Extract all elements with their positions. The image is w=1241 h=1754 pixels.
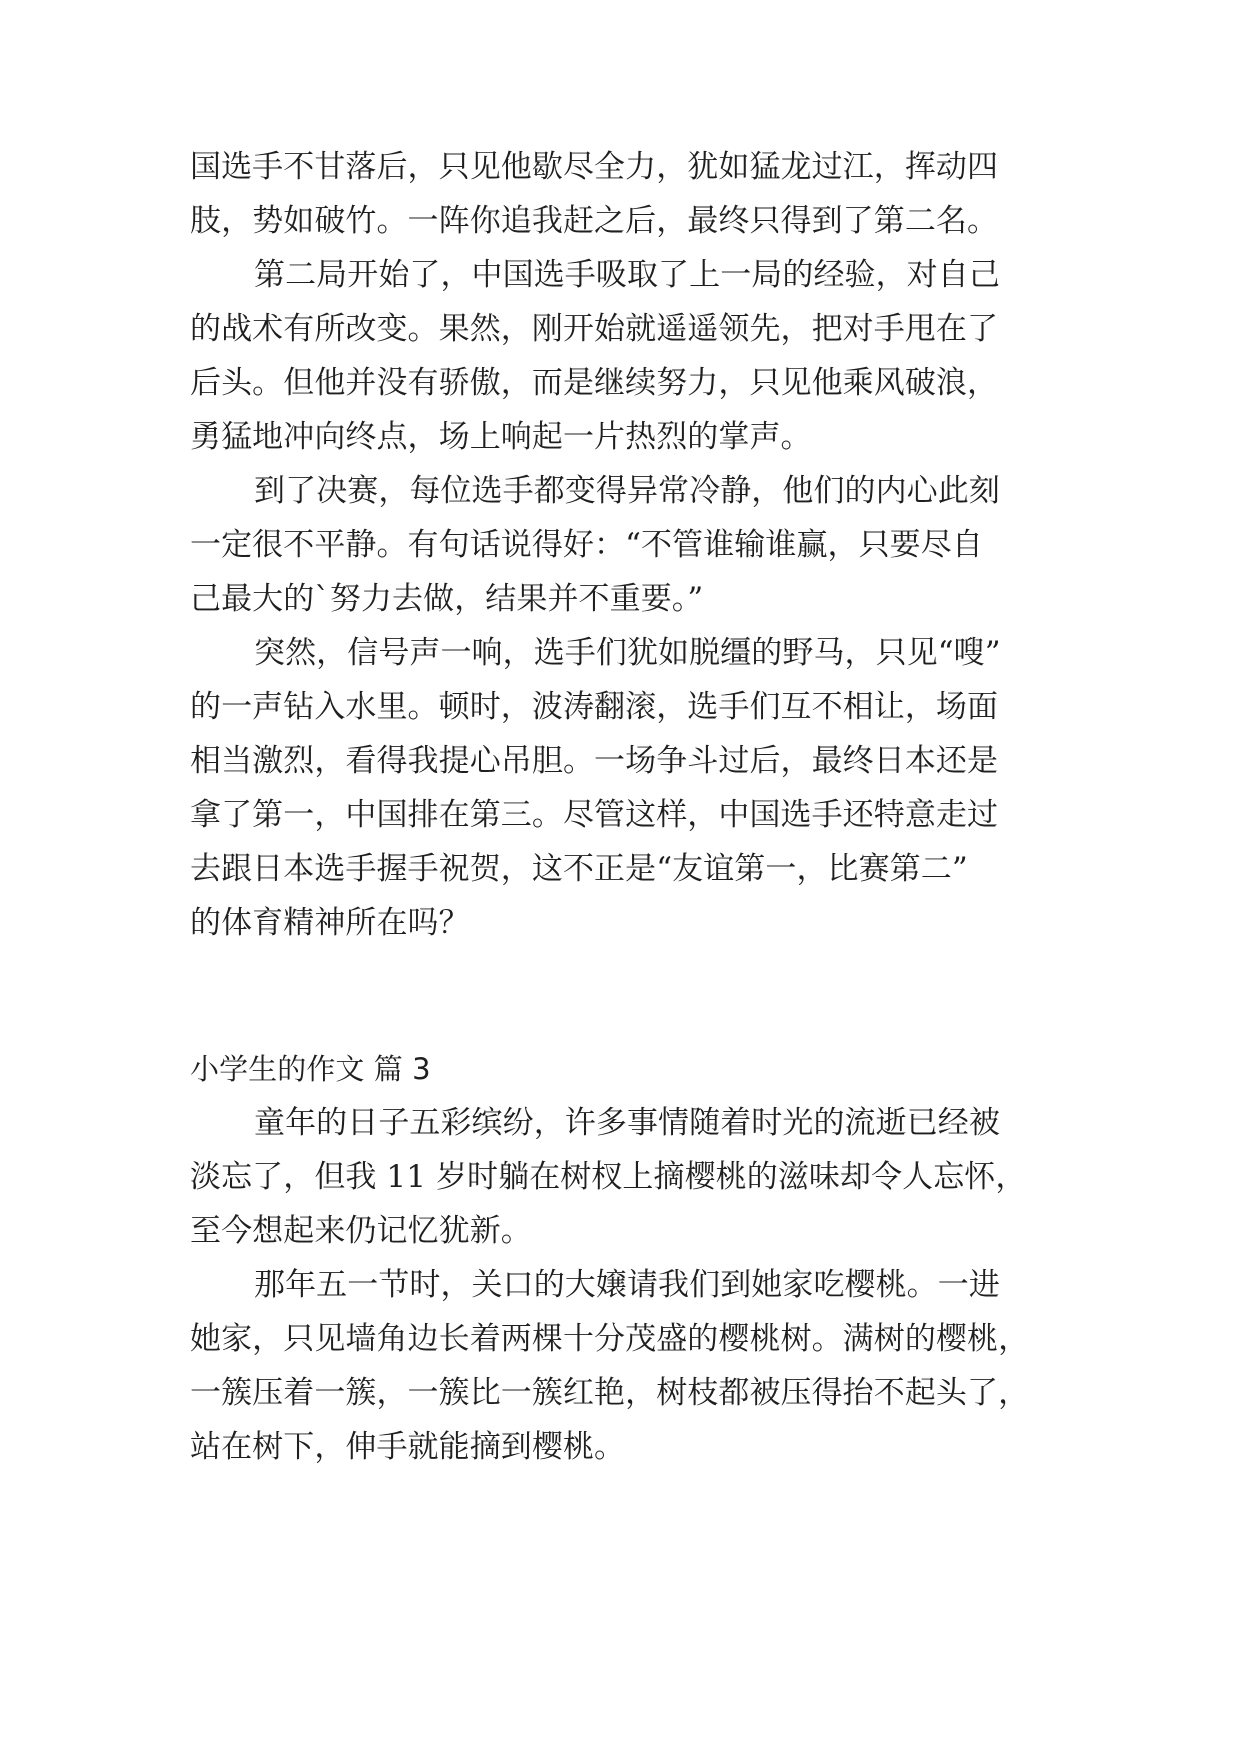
- text-line: 她家，只见墙角边长着两棵十分茂盛的樱桃树。满树的樱桃，: [190, 1321, 1030, 1357]
- paragraph-start-line: 到了决赛，每位选手都变得异常冷静，他们的内心此刻: [254, 473, 1000, 509]
- paragraph-start-line: 童年的日子五彩缤纷，许多事情随着时光的流逝已经被: [254, 1105, 1000, 1141]
- text-line: 一定很不平静。有句话说得好：“不管谁输谁赢，只要尽自: [190, 527, 983, 563]
- text-line: 至今想起来仍记忆犹新。: [190, 1213, 532, 1249]
- text-line: 的体育精神所在吗？: [190, 905, 470, 941]
- paragraph-start-line: 那年五一节时，关口的大嬢请我们到她家吃樱桃。一进: [254, 1267, 1000, 1303]
- text-line: 勇猛地冲向终点，场上响起一片热烈的掌声。: [190, 419, 812, 455]
- text-line: 一簇压着一簇，一簇比一簇红艳，树枝都被压得抬不起头了，: [190, 1375, 1030, 1411]
- paragraph-start-line: 突然，信号声一响，选手们犹如脱缰的野马，只见“嗖”: [254, 635, 1001, 671]
- text-line: 拿了第一，中国排在第三。尽管这样，中国选手还特意走过: [190, 797, 999, 833]
- text-line: 淡忘了，但我 11 岁时躺在树杈上摘樱桃的滋味却令人忘怀，: [190, 1159, 1027, 1195]
- text-line: 的一声钻入水里。顿时，波涛翻滚，选手们互不相让，场面: [190, 689, 999, 725]
- section-heading: 小学生的作文 篇 3: [190, 1052, 431, 1086]
- text-line: 己最大的`努力去做，结果并不重要。”: [190, 581, 704, 617]
- text-line: 肢，势如破竹。一阵你追我赶之后，最终只得到了第二名。: [190, 203, 999, 239]
- text-line: 的战术有所改变。果然，刚开始就遥遥领先，把对手甩在了: [190, 311, 999, 347]
- text-line: 相当激烈，看得我提心吊胆。一场争斗过后，最终日本还是: [190, 743, 999, 779]
- text-line: 站在树下，伸手就能摘到樱桃。: [190, 1429, 626, 1465]
- text-line: 国选手不甘落后，只见他歇尽全力，犹如猛龙过江，挥动四: [190, 149, 999, 185]
- paragraph-start-line: 第二局开始了，中国选手吸取了上一局的经验，对自己: [254, 257, 1000, 293]
- text-line: 去跟日本选手握手祝贺，这不正是“友谊第一，比赛第二”: [190, 851, 968, 887]
- text-line: 后头。但他并没有骄傲，而是继续努力，只见他乘风破浪，: [190, 365, 999, 401]
